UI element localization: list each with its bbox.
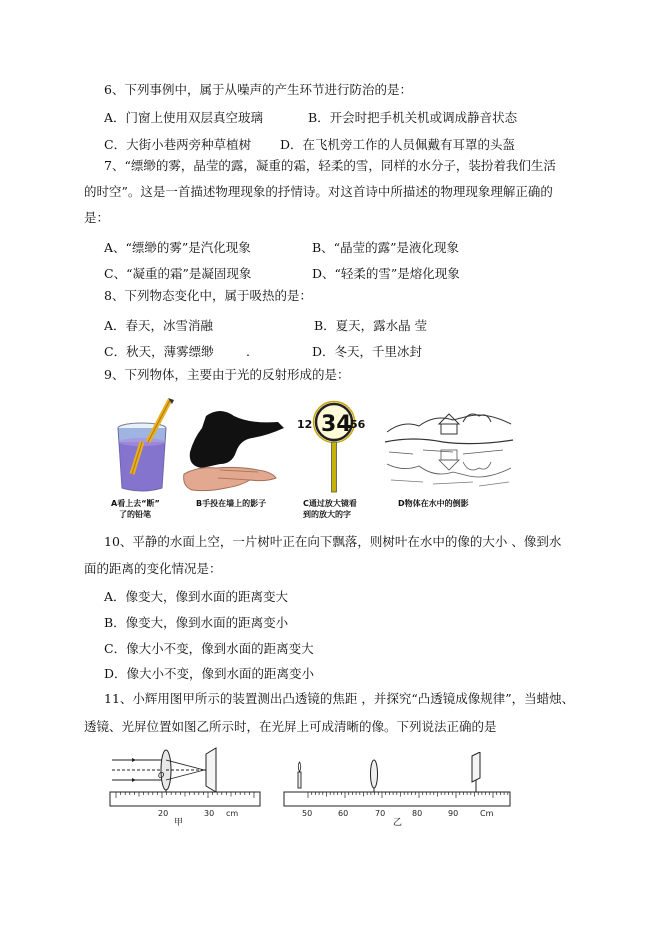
q10-option-b: B．像变大，像到水面的距离变小 xyxy=(104,615,289,630)
q6-option-c: C．大街小巷两旁种草植树 xyxy=(104,137,252,152)
magnifier-digits-left: 12 xyxy=(297,418,313,431)
q10-option-c: C．像大小不变，像到水面的距离变大 xyxy=(104,641,314,656)
jia-o-label: O xyxy=(158,771,165,780)
q6-stem: 6、下列事例中，属于从噪声的产生环节进行防治的是： xyxy=(104,82,412,97)
q10-line1: 10、平静的水面上空，一片树叶正在向下飘落，则树叶在水中的像的大小 、像到水 xyxy=(104,534,562,549)
q9-stem: 9、下列物体，主要由于光的反射形成的是： xyxy=(104,367,350,382)
caption-a-line1: A看上去“断” xyxy=(111,499,160,508)
jia-tick-20: 20 xyxy=(158,809,169,818)
q6-option-a: A．门窗上使用双层真空玻璃 xyxy=(104,110,264,125)
caption-c-line2: 到的放大的字 xyxy=(303,510,351,519)
magnifier-digits-big: 34 xyxy=(321,412,352,437)
yi-tick-80: 80 xyxy=(412,809,423,818)
yi-tick-cm: Cm xyxy=(480,809,494,818)
q8-option-c: C．秋天，薄雾缥缈 xyxy=(104,344,214,359)
q8-option-d: D．冬天，千里冰封 xyxy=(312,344,423,359)
figure-d-water-reflection xyxy=(383,402,515,497)
yi-tick-50: 50 xyxy=(302,809,313,818)
caption-c-line1: C通过放大镜看 xyxy=(303,499,357,508)
q11-line2: 透镜、光屏位置如图乙所示时，在光屏上可成清晰的像。下列说法正确的是 xyxy=(84,719,497,734)
figure-b-hand-shadow xyxy=(180,408,290,496)
q7-line3: 是： xyxy=(84,210,110,225)
q7-line1: 7、“缥缈的雾，晶莹的露，凝重的霜，轻柔的雪，同样的水分子，装扮着我们生活 xyxy=(104,158,556,173)
yi-tick-70: 70 xyxy=(375,809,386,818)
jia-tick-cm: cm xyxy=(226,809,239,818)
jia-figure-label: 甲 xyxy=(174,818,184,828)
yi-tick-90: 90 xyxy=(448,809,459,818)
q10-option-a: A．像变大，像到水面的距离变大 xyxy=(104,589,289,604)
q8-dot: . xyxy=(246,344,250,359)
q10-option-d: D．像大小不变，像到水面的距离变小 xyxy=(104,666,315,681)
figure-a-pencil-in-glass xyxy=(108,396,178,496)
q8-option-b: B．夏天，露水晶 莹 xyxy=(314,318,428,333)
caption-a-line2: 了的铅笔 xyxy=(119,510,151,519)
q6-option-b: B．开会时把手机关机或调成静音状态 xyxy=(308,110,518,125)
q8-option-a: A．春天，冰雪消融 xyxy=(104,318,214,333)
q7-line2: 的时空”。这是一首描述物理现象的抒情诗。对这首诗中所描述的物理现象理解正确的 xyxy=(84,184,553,199)
figure-c-magnifier xyxy=(296,398,366,498)
yi-figure-label: 乙 xyxy=(393,818,403,828)
jia-tick-30: 30 xyxy=(204,809,215,818)
q7-option-a: A、“缥缈的雾”是汽化现象 xyxy=(104,240,251,255)
q10-line2: 面的距离的变化情况是： xyxy=(84,561,222,576)
caption-b: B手投在墙上的影子 xyxy=(196,499,267,508)
q8-stem: 8、下列物态变化中，属于吸热的是： xyxy=(104,288,312,303)
q11-line1: 11、小辉用图甲所示的装置测出凸透镜的焦距 ，并探究“凸透镜成像规律”，当蜡烛、 xyxy=(104,691,575,706)
q7-option-c: C、“凝重的霜”是凝固现象 xyxy=(104,266,252,281)
figure-jia-focal-length xyxy=(108,744,268,830)
caption-d: D物体在水中的倒影 xyxy=(398,499,469,508)
magnifier-digits-right: 56 xyxy=(350,418,366,431)
yi-tick-60: 60 xyxy=(338,809,349,818)
q7-option-b: B、“晶莹的露”是液化现象 xyxy=(312,240,459,255)
q6-option-d: D．在飞机旁工作的人员佩戴有耳罩的头盔 xyxy=(280,137,516,152)
q7-option-d: D、“轻柔的雪”是熔化现象 xyxy=(312,266,460,281)
